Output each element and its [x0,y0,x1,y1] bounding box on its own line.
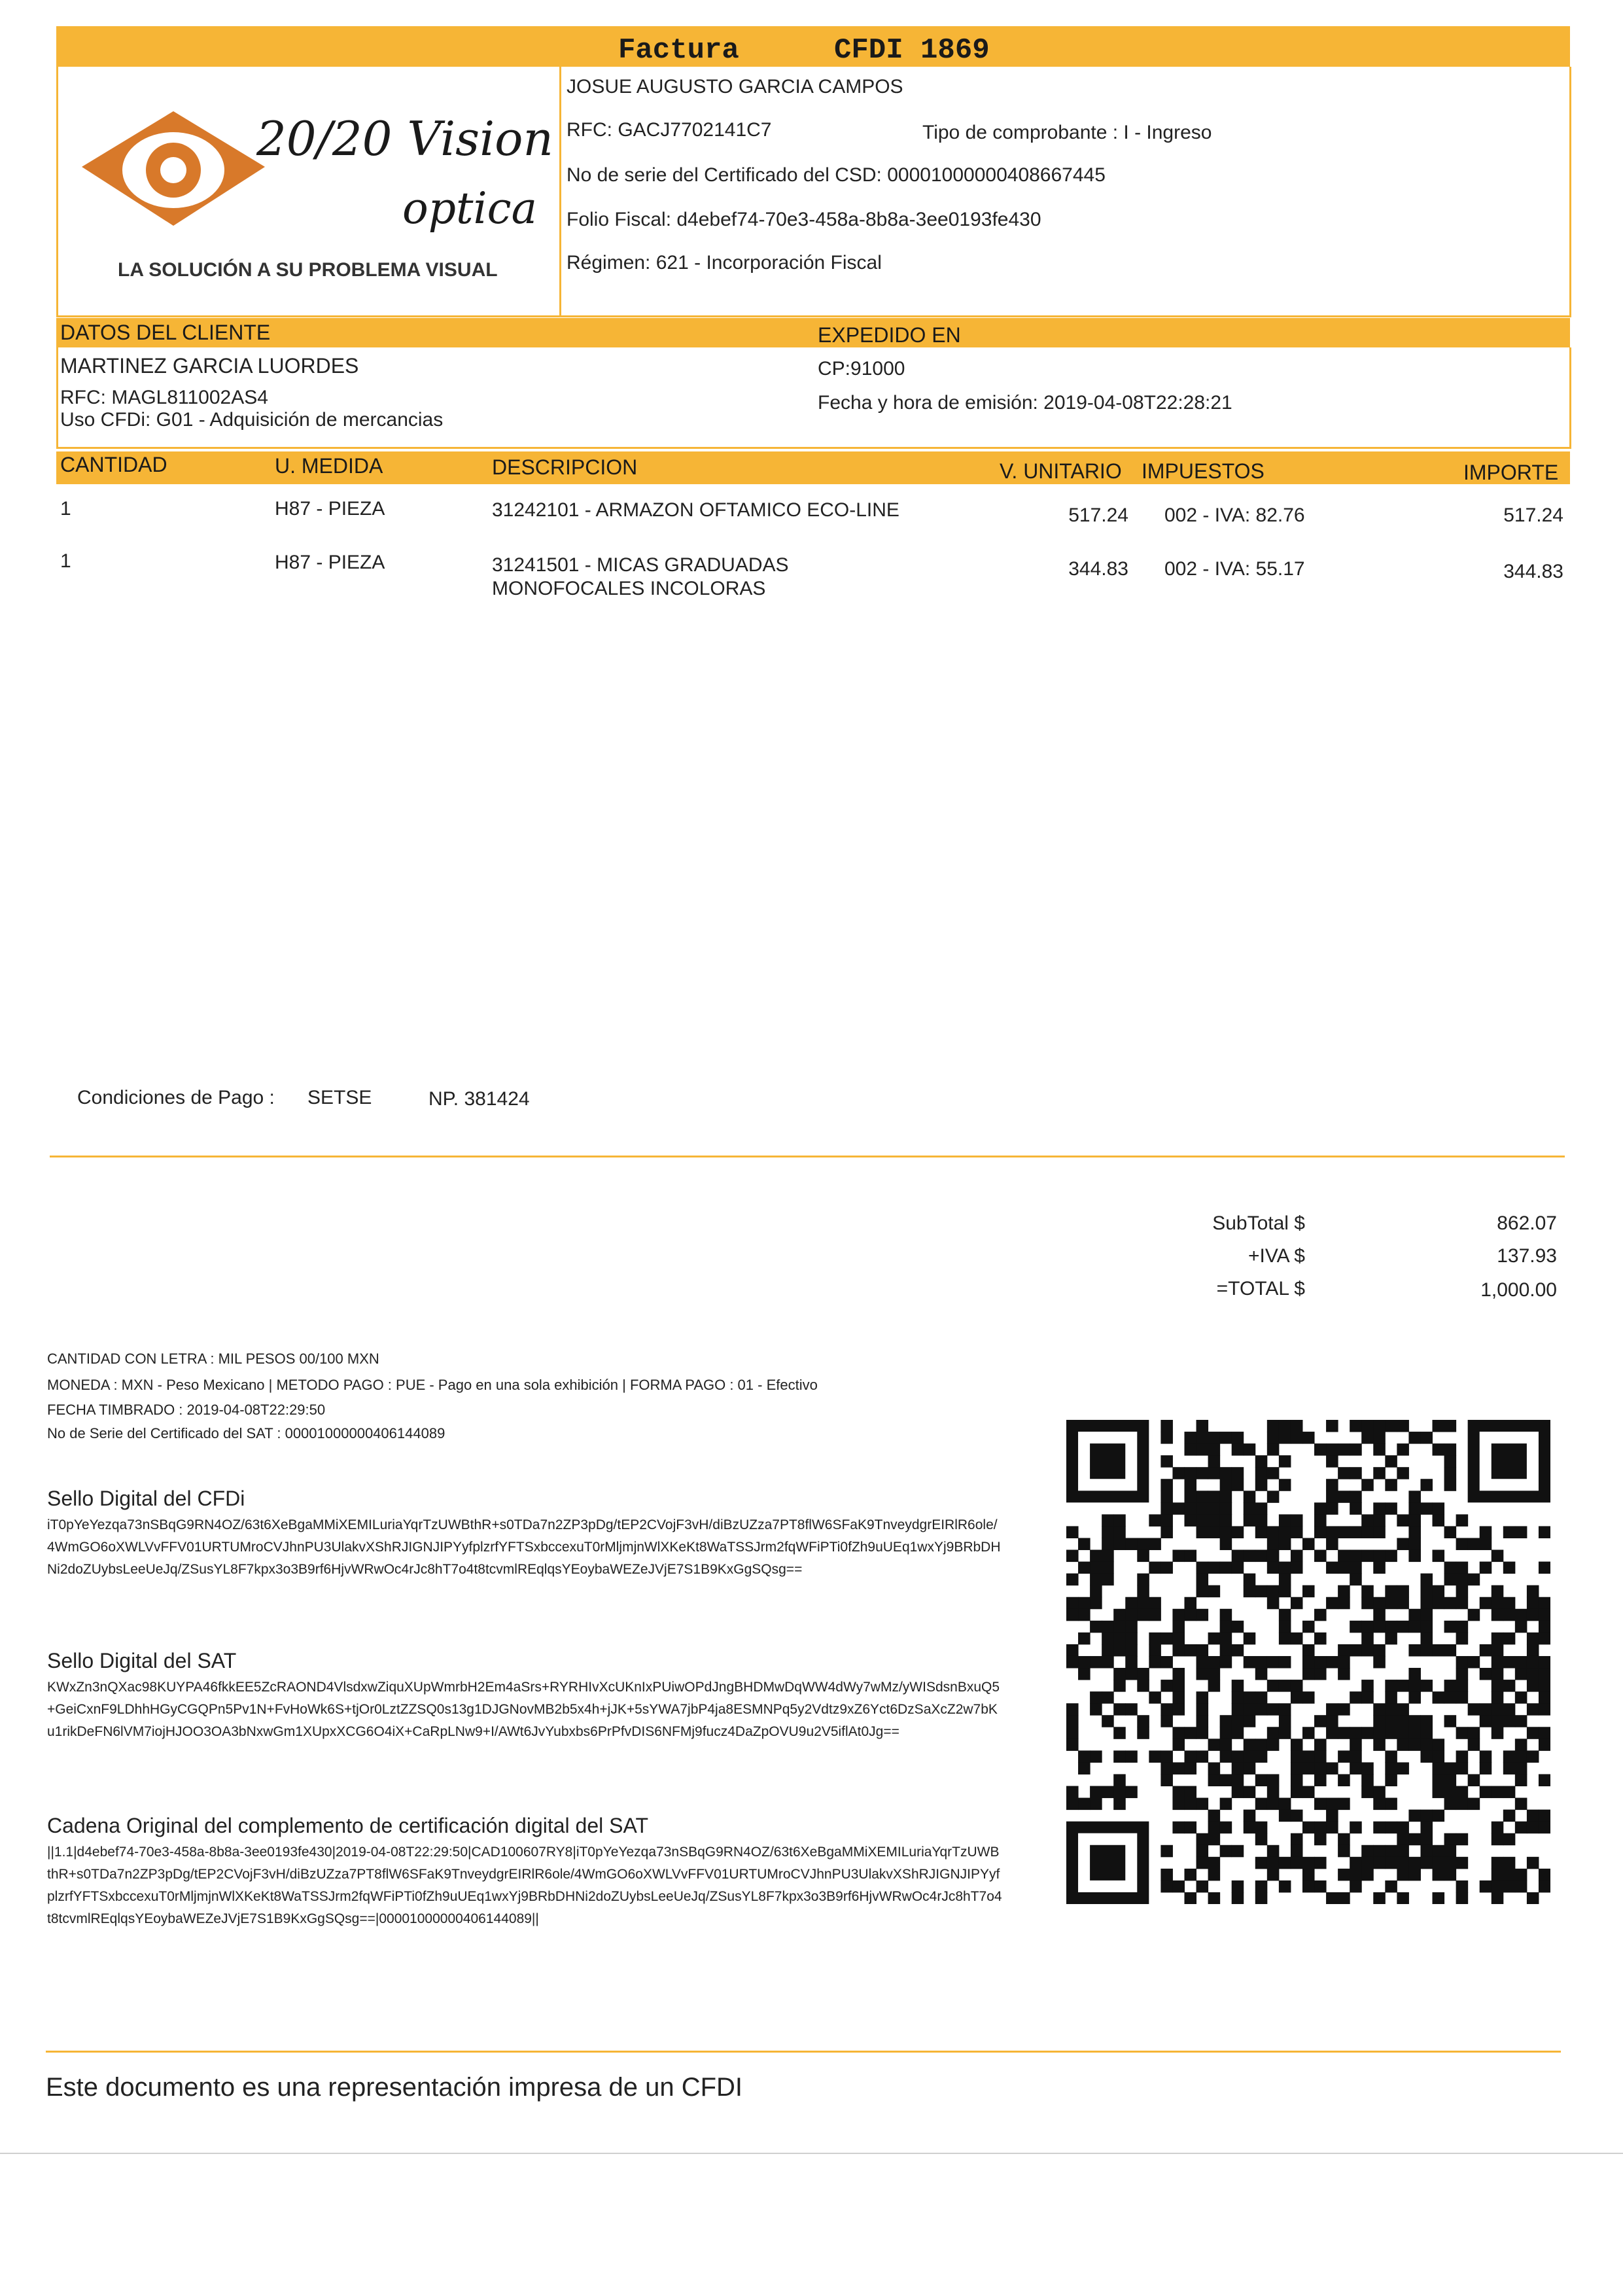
row2-vunitario: 344.83 [1068,558,1128,580]
amount-in-words: CANTIDAD CON LETRA : MIL PESOS 00/100 MXN [47,1351,379,1367]
row1-cantidad: 1 [60,498,71,520]
tipo-comprobante: Tipo de comprobante : I - Ingreso [922,122,1212,143]
stamp-date: FECHA TIMBRADO : 2019-04-08T22:29:50 [47,1402,326,1418]
regimen-fiscal: Régimen: 621 - Incorporación Fiscal [567,252,882,274]
client-heading: DATOS DEL CLIENTE [60,321,271,344]
col-cantidad: CANTIDAD [60,453,167,476]
subtotal-value: 862.07 [1497,1212,1557,1234]
client-name: MARTINEZ GARCIA LUORDES [60,354,359,378]
payment-conditions-value: SETSE [307,1087,372,1108]
col-impuestos: IMPUESTOS [1142,459,1265,483]
total-value: 1,000.00 [1480,1279,1557,1301]
row2-descripcion: 31241501 - MICAS GRADUADAS MONOFOCALES INCOLORAS [492,554,789,599]
header-bar [56,26,1570,67]
brand-name: 20/20 Vision [256,111,553,166]
page-edge-line [0,2153,1623,2154]
client-rfc: RFC: MAGL811002AS4 [60,387,268,408]
client-header-bar [56,318,1570,347]
row1-impuestos: 002 - IVA: 82.76 [1164,504,1305,526]
row1-importe: 517.24 [1503,504,1563,526]
sello-cfdi-value: iT0pYeYezqa73nSBqG9RN4OZ/63t6XeBgaMMiXEMILuriaYqrTzUWBthR+s0TDa7n2ZP3pDg/tEP2CVojF3vH/diBzUZza7PT8flW6SFaK9TnveydgrEIRlR6ole/4WmGO6oXWLVvFFV01URTUMroCVJhnPU3UlakvXShRJIGNJIPYyfplzrfYFTSxbccexuT0rMljmjnWlXKeKt8WaTSSJrm2fqWFiPTi0fZh9uUEq1wxYj9BRbDHNi2doZUybsLeeUeJq/ZSusYL8F7kpx3o3B9rf6HjvWRwOc4rJc8hT7o4t8tcvmlREqlqsYEoybaWEZeJVjE7S1B9KxGgSQsg== [47,1517,1001,1577]
row1-umedida: H87 - PIEZA [275,498,385,520]
sat-certificate-serial: No de Serie del Certificado del SAT : 00001000000406144089 [47,1425,445,1441]
csd-serial: No de serie del Certificado del CSD: 00001000000408667445 [567,164,1106,186]
iva-label: +IVA $ [1248,1245,1305,1267]
row2-umedida: H87 - PIEZA [275,552,385,573]
row2-impuestos: 002 - IVA: 55.17 [1164,558,1305,580]
col-descripcion: DESCRIPCION [492,455,638,479]
issued-heading: EXPEDIDO EN [818,323,961,347]
qr-code [1066,1420,1550,1904]
currency-payment-info: MONEDA : MXN - Peso Mexicano | METODO PAGO : PUE - Pago en una sola exhibición | FORMA PAGO : 01 - Efectivo [47,1377,818,1393]
row2-cantidad: 1 [60,550,71,572]
issued-cp: CP:91000 [818,358,905,380]
footer-text: Este documento es una representación impresa de un CFDI [46,2073,743,2102]
eye-logo-icon [75,105,271,236]
cadena-original-value: ||1.1|d4ebef74-70e3-458a-8b8a-3ee0193fe430|2019-04-08T22:29:50|CAD100607RY8|iT0pYeYezqa73nSBqG9RN4OZ/63t6XeBgaMMiXEMILuriaYqrTzUWBthR+s0TDa7n2ZP3pDg/tEP2CVojF3vH/diBzUZza7PT8flW6SFaK9TnveydgrEIRlR6ole/4WmGO6oXWLVvFFV01URTUMroCVJhnPU3UlakvXShRJIGNJIPYyfplzrfYFTSxbccexuT0rMljmjnWlXKeKt8WaTSSJrm2fqWFiPTi0fZh9uUEq1wxYj9BRbDHNi2doZUybsLeeUeJq/ZSusYL8F7kpx3o3B9rf6HjvWRwOc4rJc8hT7o4t8tcvmlREqlqsYEoybaWEZeJVjE7S1B9KxGgSQsg==|00001000000406144089|| [47,1845,1002,1926]
issued-date: Fecha y hora de emisión: 2019-04-08T22:28:21 [818,392,1232,414]
divider-footer [46,2051,1561,2053]
col-umedida: U. MEDIDA [275,454,383,478]
cadena-original-title: Cadena Original del complemento de certificación digital del SAT [47,1814,648,1837]
np-number: NP. 381424 [428,1088,530,1110]
row2-importe: 344.83 [1503,561,1563,582]
logo-divider [559,67,561,315]
divider-conditions [50,1156,1565,1157]
invoice-title: Factura [618,34,739,67]
sello-sat-value: KWxZn3nQXac98KUYPA46fkkEE5ZcRAOND4VlsdxwZiquXUpWmrbH2Em4aSrs+RYRHIvXcUKnIxPUiwOPdJngBHDMwDqWW4dWy7wMz/yWISdsnBxuQ5+GeiCxnF9LDhhHGyCGQPn5Pv1N+FvHoWk6S+tjOr0LztZZSQ0s13g1DJGNovMB2b5x4h+jJK+5sYWA7jbP4ja8ESMNPq5y2Vdtz9xZ6Yct6DzSaXcZ2w7bKu1rikDeFN6lVM7iojHJOO3OA3bNxwGm1XUpxXCG6O4iX+CaRpLNw9+I/AWt6JvYubxbs6PrPfvDIS6NFMj9fucz4DaZpOVU9u2V5iflAt0Jg== [47,1680,1000,1739]
row1-descripcion: 31242101 - ARMAZON OFTAMICO ECO-LINE [492,499,899,521]
iva-value: 137.93 [1497,1245,1557,1267]
total-label: =TOTAL $ [1216,1278,1305,1299]
client-uso-cfdi: Uso CFDi: G01 - Adquisición de mercancias [60,409,444,431]
logo-tagline: LA SOLUCIÓN A SU PROBLEMA VISUAL [118,259,498,281]
emitter-name: JOSUE AUGUSTO GARCIA CAMPOS [567,76,903,97]
payment-conditions-label: Condiciones de Pago : [77,1087,275,1108]
col-vunitario: V. UNITARIO [1000,459,1122,483]
sello-sat-title: Sello Digital del SAT [47,1649,237,1672]
brand-subname: optica [402,183,537,234]
folio-fiscal: Folio Fiscal: d4ebef74-70e3-458a-8b8a-3ee0193fe430 [567,209,1041,230]
cfdi-number: CFDI 1869 [834,34,990,67]
col-importe: IMPORTE [1463,461,1559,484]
emitter-rfc: RFC: GACJ7702141C7 [567,119,772,141]
row1-vunitario: 517.24 [1068,504,1128,526]
sello-cfdi-title: Sello Digital del CFDi [47,1487,245,1510]
subtotal-label: SubTotal $ [1212,1212,1305,1234]
